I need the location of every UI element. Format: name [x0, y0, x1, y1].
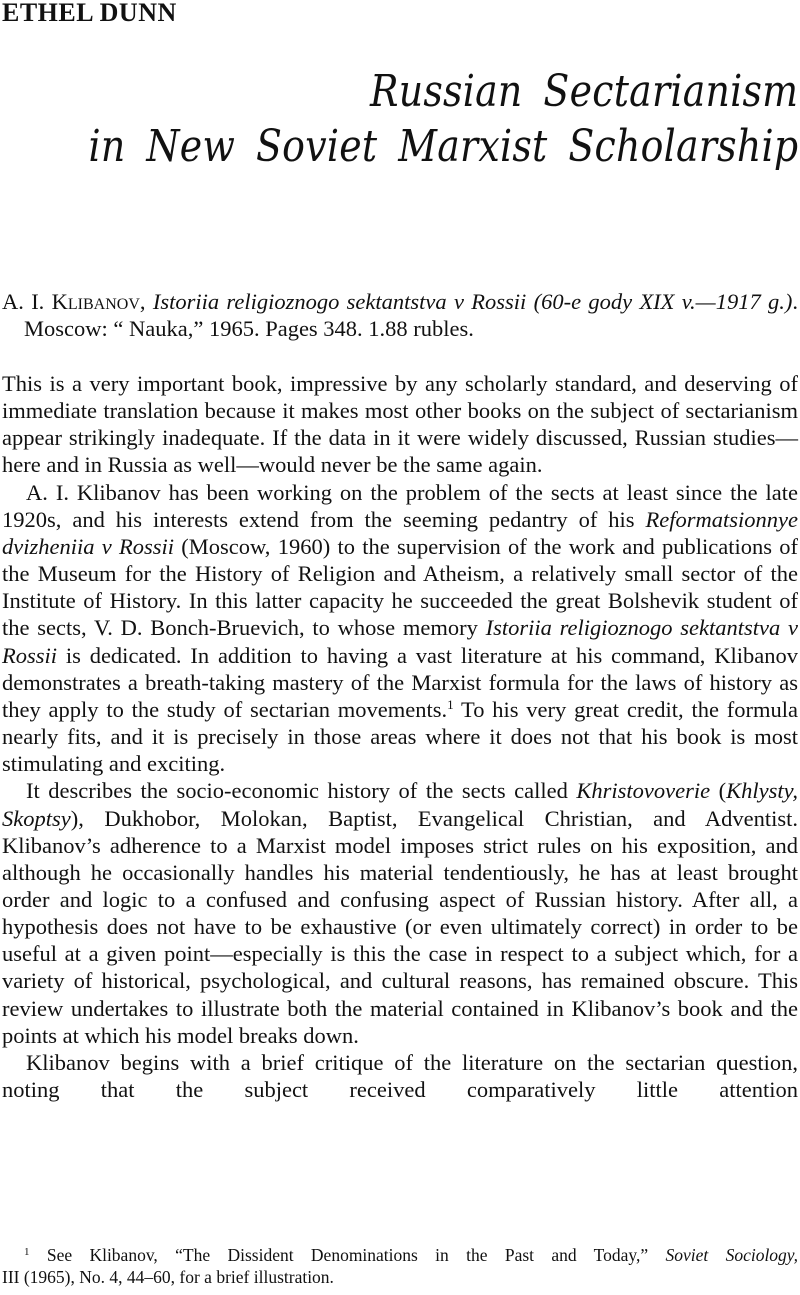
book-title-istoriia: Istoriia religioznogo sektantstva v Rossii [2, 615, 798, 668]
paragraph-3 [2, 777, 798, 1049]
footnote-line: III (1965), No. 4, 44–60, for a brief illustration. [2, 1267, 334, 1287]
sect-name-khristovoverie: Khristovoverie [576, 778, 711, 804]
paragraph-3-text: ), Dukhobor, Molokan, Baptist, Evangelical Christian, and Adventist. Klibanov’s adherence to a Marxist model imposes strict rules on his exposition, and although he occasionally handles his material tendentiously, he has at least brought order and logic to a confused and confusing aspect of Russian history. After all, a hypothesis does not have to be exhaustive (or even ultimately correct) in order to be useful at a given point—especially is this the case in respect to a subject which, for a variety of historical, psychological, and cultural reasons, has remained obscure. This review undertakes to illustrate both the material contained in Klibanov’s book and the points at which his model breaks down. [2, 805, 798, 1048]
footnote-1 [2, 1244, 798, 1288]
review-body [2, 370, 798, 1103]
footnote-reference-1[interactable]: 1 [447, 696, 454, 712]
footnote-journal: Soviet Sociology, [665, 1245, 798, 1265]
footnote-line [2, 1244, 798, 1266]
paragraph-4: Klibanov begins with a brief critique of the literature on the sectarian question, noting that the subject received comparatively little attention [2, 1049, 798, 1103]
citation-author-surname: Klibanov [51, 289, 140, 314]
citation-separator: , [139, 289, 153, 314]
title-line-2: in New Soviet Marxist Scholarship [88, 121, 798, 172]
article-title [88, 64, 798, 174]
paragraph-2-text: is dedicated. In addition to having a vast literature at his command, Klibanov demonstrates a breath-taking mastery of the Marxist formula for the laws of history as they apply to the study of sectarian movements. [2, 642, 798, 722]
paragraph-3-text: It describes the socio-economic history of the sects called [26, 778, 577, 804]
book-title-reformatsionnye: Reformatsionnye dvizheniia v Rossii [2, 506, 798, 559]
paragraph-2-text: (Moscow, 1960) to the supervision of the work and publications of the Museum for the History of Religion and Atheism, a relatively small sector of the Institute of History. In this latter capacity he succeeded the great Bolshevik student of the sects, V. D. Bonch-Bruevich, to whose memory [2, 533, 798, 641]
title-line-1: Russian Sectarianism [369, 66, 798, 117]
paragraph-2-text: A. I. Klibanov has been working on the problem of the sects at least since the late 1920s, and his interests extend from the seeming pedantry of his [2, 479, 798, 532]
citation-book-title: Istoriia religioznogo sektantstva v Rossii (60-e gody XIX v.—1917 g.) [152, 289, 793, 314]
footnote-text: See Klibanov, “The Dissident Denominations in the Past and Today,” [29, 1245, 666, 1265]
paragraph-2-text: To his very great credit, the formula nearly fits, and it is precisely in those areas where it does not that his book is most stimulating and exciting. [2, 696, 798, 777]
author-name: ETHEL DUNN [2, 0, 177, 27]
footnote-number: 1 [24, 1246, 30, 1258]
citation-text [2, 288, 798, 342]
citation-author-initials: A. I. [2, 289, 52, 314]
paragraph-3-text: ( [710, 778, 727, 804]
citation-publication: . Moscow: “ Nauka,” 1965. Pages 348. 1.88 rubles. [24, 289, 799, 341]
paragraph-2 [2, 479, 798, 778]
paragraph-1: This is a very important book, impressive by any scholarly standard, and deserving of immediate translation because it makes most other books on the subject of sectarianism appear strikingly inadequate. If the data in it were widely discussed, Russian studies—here and in Russia as well—would never be the same again. [2, 371, 798, 478]
sect-names-khlysty-skoptsy: Khlysty, Skoptsy [2, 778, 798, 831]
book-citation [2, 288, 798, 342]
